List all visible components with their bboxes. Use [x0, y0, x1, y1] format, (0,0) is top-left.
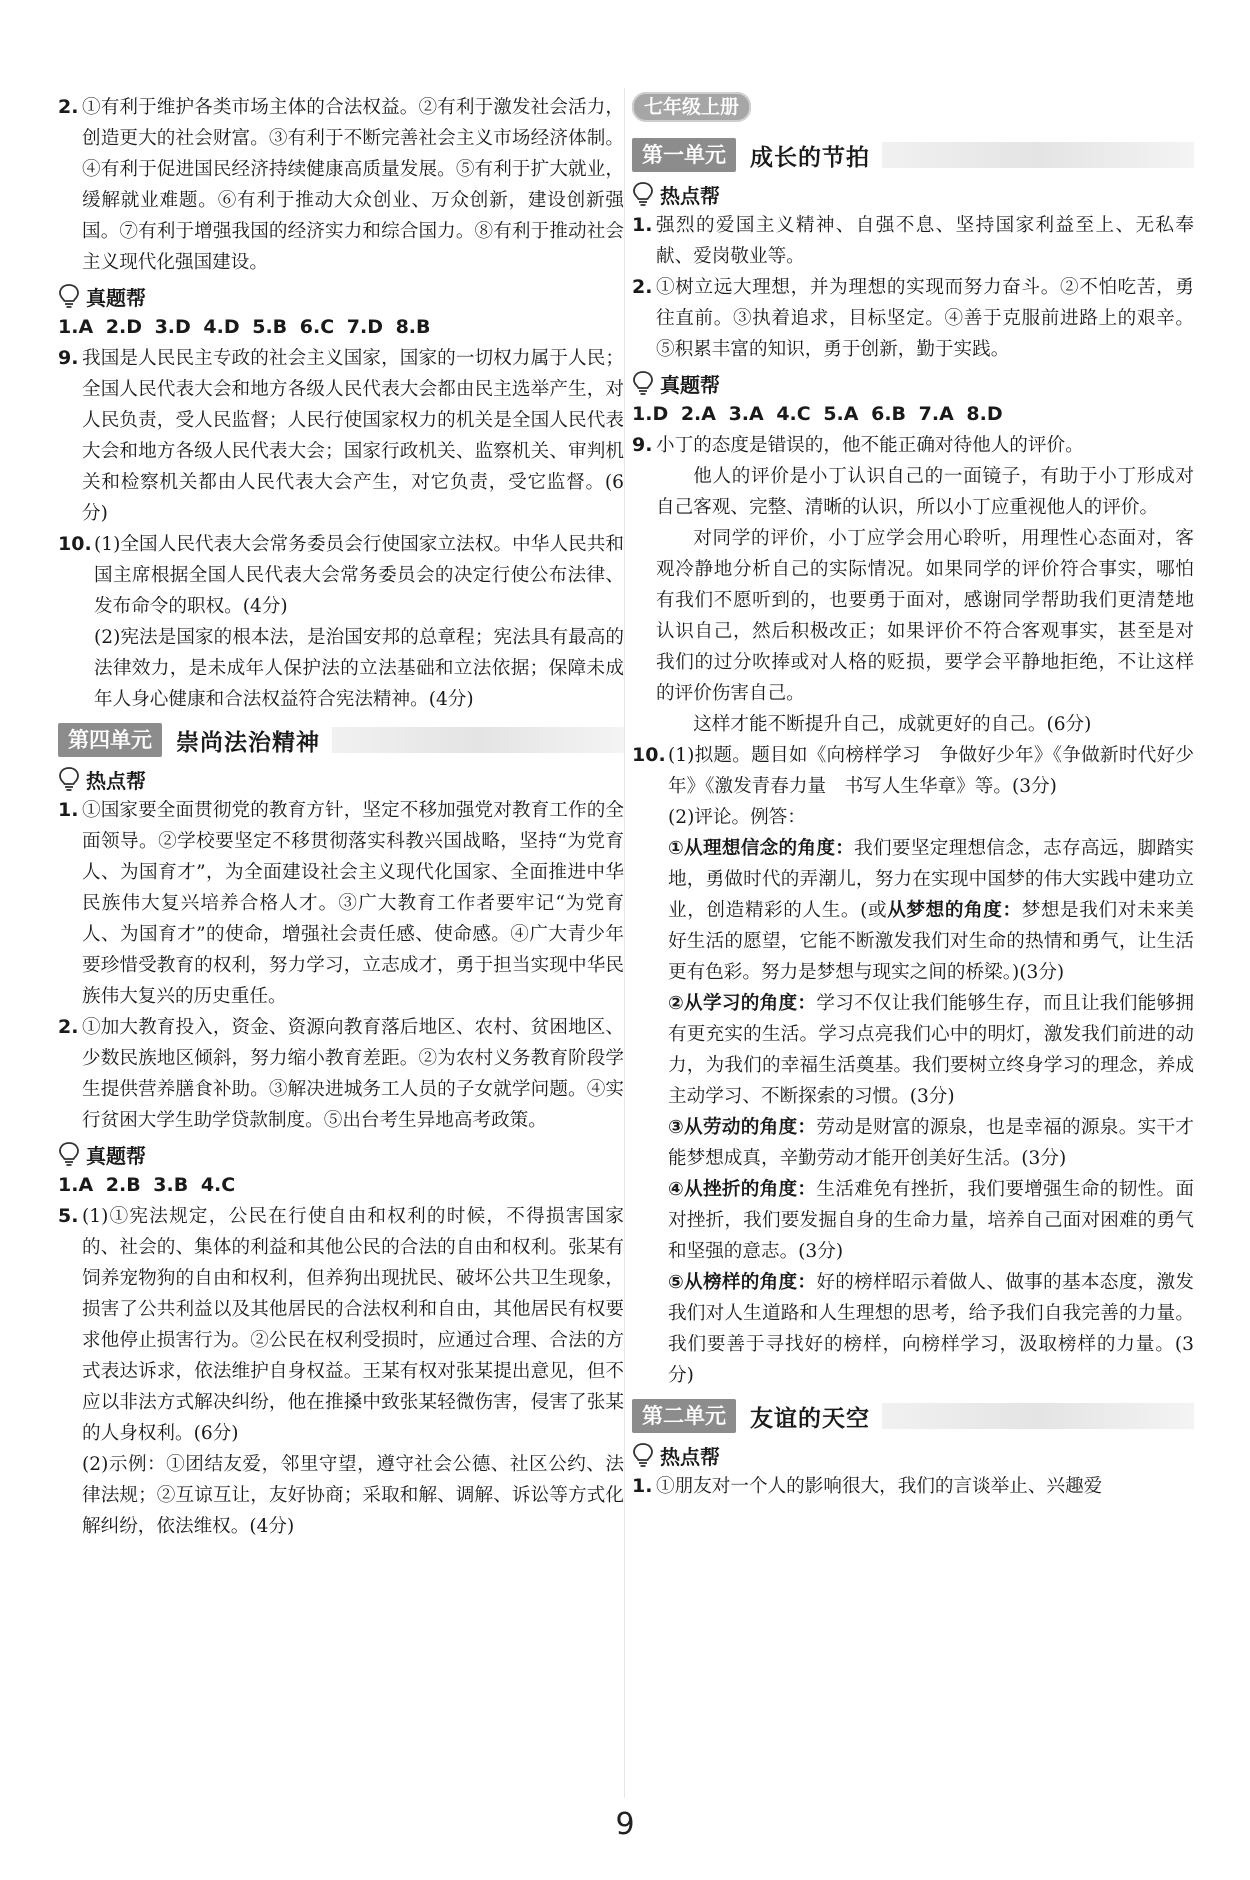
answer-text: 学习不仅让我们能够生存，而且让我们能够拥有更充实的生活。学习点亮我们心中的明灯，激发我们前进的动力，为我们的幸福生活奠基。我们要树立终身学习的理念，养成主动学习、不断探索的习惯。(3分) — [668, 993, 1194, 1107]
heading-decoration — [882, 142, 1194, 168]
answer-text: 我们要坚定理想信念，志存高远，脚踏实地，勇做时代的弄潮儿，努力在实现中国梦的伟大实践中建功立业，创造精彩的人生。(或 — [668, 838, 1194, 921]
unit4-heading — [58, 721, 624, 759]
angle-label: ⑤从榜样的角度： — [668, 1272, 817, 1293]
answer-paragraph — [668, 833, 1194, 988]
zhenti-label: 真题帮 — [660, 372, 720, 397]
redian-heading — [632, 1439, 1194, 1471]
unit-badge: 第一单元 — [632, 138, 736, 172]
redian-heading — [58, 763, 624, 795]
answer-text: 生活难免有挫折，我们要增强生命的韧性。面对挫折，我们要发掘自身的生命力量，培养自己面对困难的勇气和坚强的意志。(3分) — [668, 1179, 1194, 1262]
unit-title: 崇尚法治精神 — [176, 729, 320, 756]
question-number: 1. — [632, 1475, 653, 1497]
left-column — [58, 92, 624, 1542]
unit-title: 成长的节拍 — [750, 144, 870, 171]
question-number: 2. — [58, 1016, 79, 1038]
redian-heading — [632, 178, 1194, 210]
zhenti-heading — [632, 367, 1194, 399]
answer-text: ①有利于维护各类市场主体的合法权益。②有利于激发社会活力，创造更大的社会财富。③有利于不断完善社会主义市场经济体制。④有利于促进国民经济持续健康高质量发展。⑤有利于扩大就业，缓解就业难题。⑥有利于推动大众创业、万众创新，建设创新强国。⑦有利于增强我国的经济实力和综合国力。⑧有利于推动社会主义现代化强国建设。 — [82, 97, 624, 273]
page-number: 9 — [615, 1807, 635, 1842]
u4-q2 — [58, 1012, 624, 1136]
answer-text: 他人的评价是小丁认识自己的一面镜子，有助于小丁形成对自己客观、完整、清晰的认识，所以小丁应重视他人的评价。 — [656, 466, 1194, 518]
u4-q1 — [58, 795, 624, 1012]
unit-badge: 第四单元 — [58, 723, 162, 757]
redian-label: 热点帮 — [660, 1444, 720, 1469]
answer-text: 我国是人民民主专政的社会主义国家，国家的一切权力属于人民；全国人民代表大会和地方各级人民代表大会都由民主选举产生，对人民负责，受人民监督；人民行使国家权力的机关是全国人民代表大会和地方各级人民代表大会；国家行政机关、监察机关、审判机关和检察机关都由人民代表大会产生，对它负责，受它监督。(6分) — [82, 348, 624, 524]
answer-text: 对同学的评价，小丁应学会用心聆听，用理性心态面对，客观冷静地分析自己的实际情况。如果同学的评价符合事实，哪怕有我们不愿听到的，也要勇于面对，感谢同学帮助我们更清楚地认识自己，然后积极改正；如果评价不符合客观事实，甚至是对我们的过分吹捧或对人格的贬损，要学会平静地拒绝，不让这样的评价伤害自己。 — [656, 528, 1194, 704]
left-q9 — [58, 343, 624, 529]
question-number: 1. — [58, 799, 79, 821]
zhenti-label: 真题帮 — [86, 285, 146, 310]
u2-q1 — [632, 1471, 1194, 1502]
angle-label: 从梦想的角度： — [887, 900, 1022, 921]
lightbulb-icon — [58, 1141, 80, 1167]
unit-badge: 第二单元 — [632, 1399, 736, 1433]
answer-text: (1)全国人民代表大会常务委员会行使国家立法权。中华人民共和国主席根据全国人民代表大会常务委员会的决定行使公布法律、发布命令的职权。(4分) — [94, 534, 624, 617]
redian-label: 热点帮 — [660, 183, 720, 208]
answer-text: ①朋友对一个人的影响很大，我们的言谈举止、兴趣爱 — [656, 1476, 1103, 1497]
u4-q5 — [58, 1201, 624, 1542]
question-number: 1. — [632, 214, 653, 236]
angle-label: ④从挫折的角度： — [668, 1179, 817, 1200]
heading-decoration — [332, 727, 624, 753]
answer-paragraph — [668, 1174, 1194, 1267]
zhenti-label: 真题帮 — [86, 1143, 146, 1168]
question-number: 2. — [632, 276, 653, 298]
question-number: 9. — [632, 434, 653, 456]
answer-text: (2)示例：①团结友爱，邻里守望，遵守社会公德、社区公约、法律法规；②互谅互让，友好协商；采取和解、调解、诉讼等方式化解纠纷，依法维权。(4分) — [82, 1454, 624, 1537]
unit1-heading — [632, 136, 1194, 174]
right-q10 — [632, 740, 1194, 1391]
right-column — [632, 92, 1194, 1502]
answer-text: 劳动是财富的源泉，也是幸福的源泉。实干才能梦想成真，辛勤劳动才能开创美好生活。(3分) — [668, 1117, 1194, 1169]
zhenti-heading — [58, 1138, 624, 1170]
answer-paragraph — [668, 1112, 1194, 1174]
question-number: 2. — [58, 96, 79, 118]
answer-text: (2)宪法是国家的根本法，是治国安邦的总章程；宪法具有最高的法律效力，是未成年人保护法的立法基础和立法依据；保障未成年人身心健康和合法权益符合宪法精神。(4分) — [94, 627, 624, 710]
angle-label: ②从学习的角度： — [668, 993, 817, 1014]
lightbulb-icon — [632, 370, 654, 396]
choice-answers: 1.A 2.D 3.D 4.D 5.B 6.C 7.D 8.B — [58, 316, 431, 338]
question-number: 5. — [58, 1205, 79, 1227]
answer-text: 强烈的爱国主义精神、自强不息、坚持国家利益至上、无私奉献、爱岗敬业等。 — [656, 215, 1194, 267]
lightbulb-icon — [632, 181, 654, 207]
right-q9 — [632, 430, 1194, 740]
angle-label: ③从劳动的角度： — [668, 1117, 817, 1138]
answer-text: (2)评论。例答： — [668, 807, 806, 828]
choice-answers: 1.D 2.A 3.A 4.C 5.A 6.B 7.A 8.D — [632, 403, 1003, 425]
lightbulb-icon — [58, 283, 80, 309]
left-q2 — [58, 92, 624, 278]
unit-title: 友谊的天空 — [750, 1405, 870, 1432]
grade-tag: 七年级上册 — [632, 92, 751, 122]
right-q2 — [632, 272, 1194, 365]
zhenti-heading — [58, 280, 624, 312]
lightbulb-icon — [58, 766, 80, 792]
answer-text: 好的榜样昭示着做人、做事的基本态度，激发我们对人生道路和人生理想的思考，给予我们自我完善的力量。我们要善于寻找好的榜样，向榜样学习，汲取榜样的力量。(3分) — [668, 1272, 1194, 1386]
lightbulb-icon — [632, 1442, 654, 1468]
answer-text: (1)拟题。题目如《向榜样学习 争做好少年》《争做新时代好少年》《激发青春力量 书写人生华章》等。(3分) — [668, 745, 1194, 797]
question-number: 10. — [632, 744, 666, 766]
answer-text: ①加大教育投入，资金、资源向教育落后地区、农村、贫困地区、少数民族地区倾斜，努力缩小教育差距。②为农村义务教育阶段学生提供营养膳食补助。③解决进城务工人员的子女就学问题。④实行贫困大学生助学贷款制度。⑤出台考生异地高考政策。 — [82, 1017, 624, 1131]
answer-text: 这样才能不断提升自己，成就更好的自己。(6分) — [693, 714, 1092, 735]
answer-text: (1)①宪法规定，公民在行使自由和权利的时候，不得损害国家的、社会的、集体的利益和其他公民的合法的自由和权利。张某有饲养宠物狗的自由和权利，但养狗出现扰民、破坏公共卫生现象，损害了公共利益以及其他居民的合法权利和自由，其他居民有权要求他停止损害行为。②公民在权利受损时，应通过合理、合法的方式表达诉求，依法维护自身权益。王某有权对张某提出意见，但不应以非法方式解决纠纷，他在推搡中致张某轻微伤害，侵害了张某的人身权利。(6分) — [82, 1206, 624, 1444]
answer-text: ①国家要全面贯彻党的教育方针，坚定不移加强党对教育工作的全面领导。②学校要坚定不移贯彻落实科教兴国战略，坚持“为党育人、为国育才”，为全面建设社会主义现代化国家、全面推进中华民族伟大复兴培养合格人才。③广大教育工作者要牢记“为党育人、为国育才”的使命，增强社会责任感、使命感。④广大青少年要珍惜受教育的权利，努力学习，立志成才，勇于担当实现中华民族伟大复兴的历史重任。 — [82, 800, 624, 1007]
choice-answers: 1.A 2.B 3.B 4.C — [58, 1174, 236, 1196]
unit2-heading — [632, 1397, 1194, 1435]
answer-text: 小丁的态度是错误的，他不能正确对待他人的评价。 — [656, 435, 1084, 456]
answer-paragraph — [668, 988, 1194, 1112]
answer-text: 梦想是我们对未来美好生活的愿望，它能不断激发我们对生命的热情和勇气，让生活更有色彩。努力是梦想与现实之间的桥梁。)(3分) — [668, 900, 1194, 983]
redian-label: 热点帮 — [86, 768, 146, 793]
left-q10 — [58, 529, 624, 715]
answer-text: ①树立远大理想，并为理想的实现而努力奋斗。②不怕吃苦，勇往直前。③执着追求，目标坚定。④善于克服前进路上的艰辛。⑤积累丰富的知识，勇于创新，勤于实践。 — [656, 277, 1194, 360]
question-number: 9. — [58, 347, 79, 369]
column-divider — [624, 88, 625, 1798]
question-number: 10. — [58, 533, 92, 555]
angle-label: ①从理想信念的角度： — [668, 838, 855, 859]
answer-paragraph — [668, 1267, 1194, 1391]
heading-decoration — [882, 1403, 1194, 1429]
right-q1 — [632, 210, 1194, 272]
